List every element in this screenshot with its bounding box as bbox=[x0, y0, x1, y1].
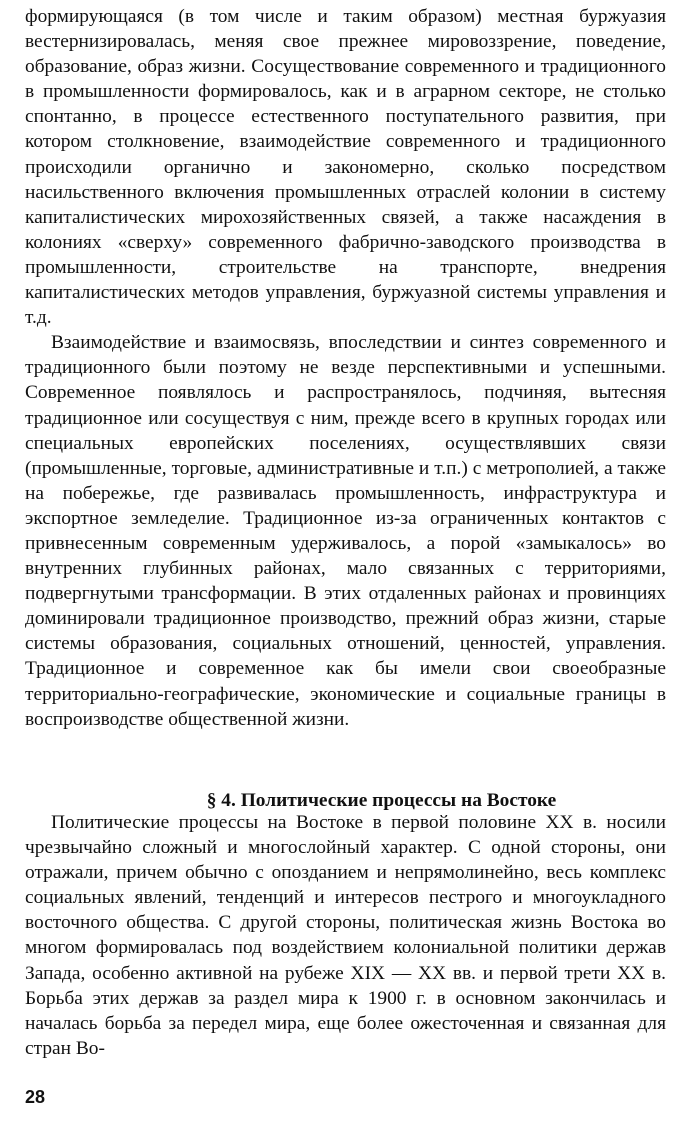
paragraph: Взаимодействие и взаимосвязь, впоследствии и синтез современного и традиционного были поэтому не везде перспективными и успешными. Современное появлялось и распространялось, подчиняя, вытесняя традиционное или сосуществуя с ним, прежде всего в крупных городах или специальных европейских поселениях, осуществлявших связи (промышленные, торговые, административные и т.п.) с метрополией, а также на побережье, где развивалась промышленность, инфраструктура и экспортное земледелие. Традиционное из-за ограниченных контактов с привнесенным современным удерживалось, а порой «замыкалось» во внутренних глубинных районах, мало связанных с территориями, подвергнутыми трансформации. В этих отдаленных районах и провинциях доминировали традиционное производство, прежний образ жизни, старые системы образования, социальных отношений, ценностей, управления. Традиционное и современное как бы имели свои своеобразные территориально-географические, экономические и социальные границы в воспроизводстве общественной жизни. bbox=[25, 332, 666, 730]
page-number: 28 bbox=[25, 1087, 46, 1107]
paragraph: Политические процессы на Востоке в первой половине XX в. носили чрезвычайно сложный и многослойный характер. С одной стороны, они отражали, причем обычно с опозданием и непрямолинейно, весь комплекс социальных явлений, тенденций и интересов пестрого и многоукладного восточного общества. С другой стороны, политическая жизнь Востока во многом формировалась под воздействием колониальной политики держав Запада, особенно активной на рубеже XIX — XX вв. и первой трети XX в. Борьба этих держав за раздел мира к 1900 г. в основном закончилась и началась борьба за передел мира, еще более ожесточенная и связанная для стран Во- bbox=[25, 812, 666, 1059]
body-text-top bbox=[25, 4, 666, 732]
body-text-bottom bbox=[25, 810, 666, 1061]
section-heading: § 4. Политические процессы на Востоке bbox=[206, 790, 557, 811]
paragraph: формирующаяся (в том числе и таким образом) местная буржуазия вестернизировалась, меняя свое прежнее мировоззрение, поведение, образование, образ жизни. Сосуществование современного и традиционного в промышленности формировалось, как и в аграрном секторе, не столько спонтанно, в процессе естественного поступательного развития, при котором столкновение, взаимодействие современного и традиционного происходили органично и закономерно, сколько посредством насильственного включения промышленных отраслей колонии в систему капиталистических мирохозяйственных связей, а также насаждения в колониях «сверху» современного фабрично-заводского производства в промышленности, строительстве на транспорте, внедрения капиталистических методов управления, буржуазной системы управления и т.д. bbox=[25, 6, 666, 329]
